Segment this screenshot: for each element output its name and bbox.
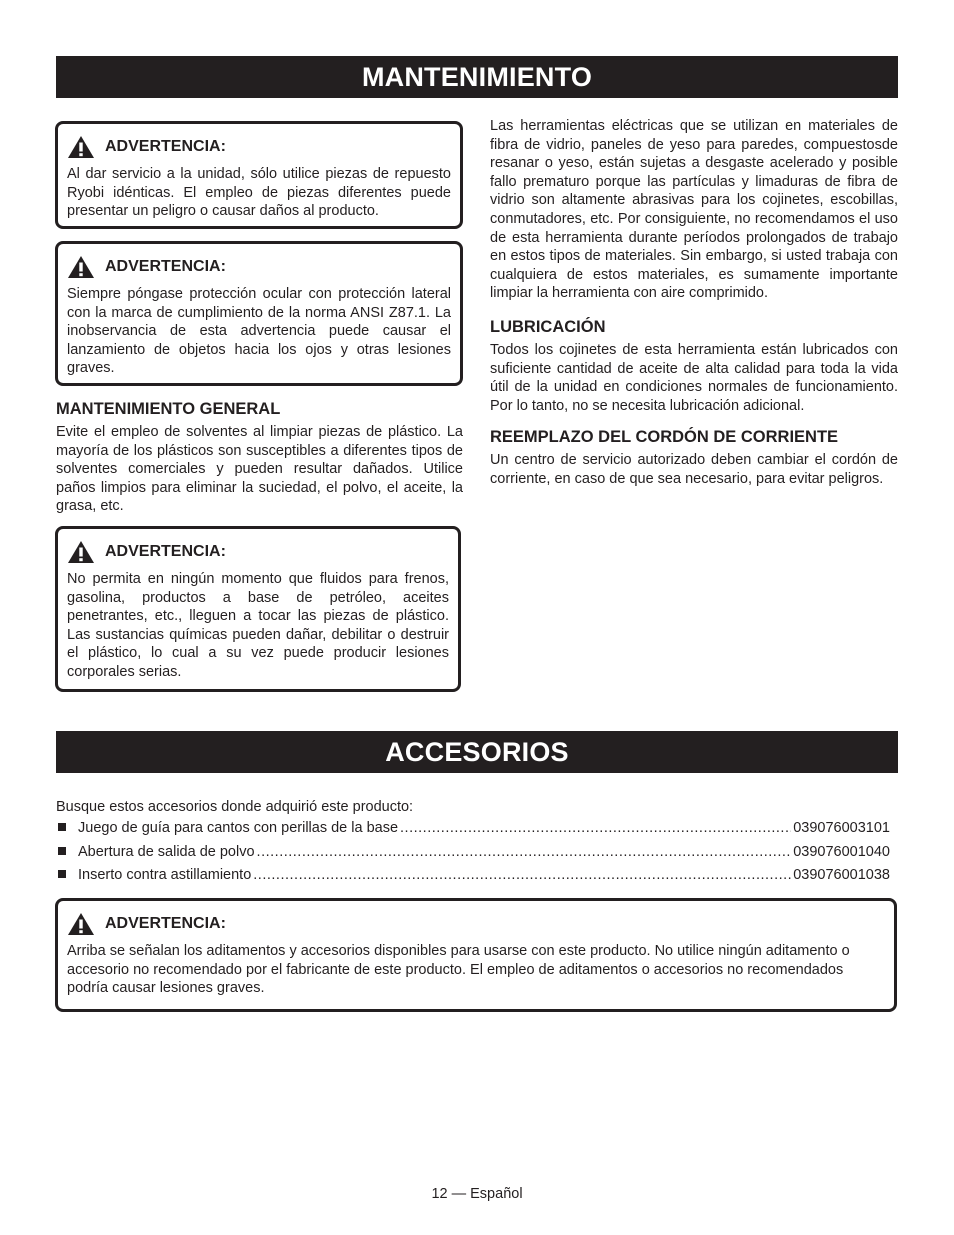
general-maintenance-section bbox=[56, 399, 463, 516]
warning-box-eye-protection bbox=[55, 241, 463, 386]
dot-leader bbox=[400, 820, 791, 836]
warning-title: ADVERTENCIA: bbox=[105, 258, 226, 275]
maintenance-title: MANTENIMIENTO bbox=[56, 56, 898, 98]
page-footer: 12 — Español bbox=[431, 1186, 523, 1202]
lubrication-text: Todos los cojinetes de esta herramienta están lubricados con suficiente cantidad de aceite de alta calidad para toda la vida útil de la unidad en condiciones normales de funcionamiento. Por lo tanto, no se necesita lubricación adicional. bbox=[490, 341, 898, 414]
bullet-square-icon bbox=[58, 870, 66, 878]
accessory-name: Inserto contra astillamiento bbox=[78, 867, 252, 883]
warning-triangle-icon bbox=[67, 135, 95, 159]
warning-triangle-icon bbox=[67, 255, 95, 279]
accessory-part-number: 039076003101 bbox=[793, 820, 890, 836]
list-item bbox=[56, 844, 890, 868]
materials-text: Las herramientas eléctricas que se utilizan en materiales de fibra de vidrio, paneles de yeso para paredes, compuestosde resanar o yeso, están sujetas a desgaste acelerado y posible fallo prematuro porque las partículas y limaduras de fibra de vidrio son altamente abrasivas para los cojinetes, escobillas, conmutadores, etc. Por consiguiente, no recomendamos el uso de esta herramienta durante períodos prolongados de trabajo en estos tipos de materiales. Sin embargo, si usted trabaja con cualquiera de estos materiales, es sumamente importante limpiar la herramienta con aire comprimido. bbox=[490, 118, 898, 302]
bullet-square-icon bbox=[58, 823, 66, 831]
dot-leader bbox=[257, 844, 792, 860]
warning-triangle-icon bbox=[67, 540, 95, 564]
warning-header bbox=[67, 912, 885, 936]
warning-text: Siempre póngase protección ocular con protección lateral con la marca de cumplimiento de la norma ANSI Z87.1. La inobservancia de esta advertencia puede causar el lanzamiento de objetos hacia los ojos y otras lesiones graves. bbox=[67, 286, 451, 377]
warning-header bbox=[67, 135, 451, 159]
general-maintenance-heading: MANTENIMIENTO GENERAL bbox=[56, 400, 281, 418]
warning-box-accessories bbox=[55, 898, 897, 1012]
accessory-part-number: 039076001038 bbox=[793, 867, 890, 883]
accessories-list bbox=[56, 820, 890, 891]
list-item bbox=[56, 820, 890, 844]
accessory-name: Juego de guía para cantos con perillas de la base bbox=[78, 820, 399, 836]
warning-triangle-icon bbox=[67, 912, 95, 936]
warning-text: Al dar servicio a la unidad, sólo utilice piezas de repuesto Ryobi idénticas. El empleo de piezas diferentes puede presentar un peligro o causar daños al producto. bbox=[67, 166, 451, 220]
warning-header bbox=[67, 255, 451, 279]
warning-box-repair-parts bbox=[55, 121, 463, 229]
warning-title: ADVERTENCIA: bbox=[105, 138, 226, 155]
cord-replacement-text: Un centro de servicio autorizado deben cambiar el cordón de corriente, en caso de que sea necesario, para evitar peligros. bbox=[490, 452, 898, 487]
warning-box-fluids bbox=[55, 526, 461, 692]
list-item bbox=[56, 867, 890, 891]
right-column bbox=[490, 117, 898, 489]
lubrication-heading: LUBRICACIÓN bbox=[490, 317, 606, 336]
warning-header bbox=[67, 540, 449, 564]
bullet-square-icon bbox=[58, 847, 66, 855]
warning-title: ADVERTENCIA: bbox=[105, 543, 226, 560]
warning-text: No permita en ningún momento que fluidos para frenos, gasolina, productos a base de petróleo, aceites penetrantes, etc., lleguen a tocar las piezas de plástico. Las sustancias químicas pueden dañar, debilitar o destruir el plástico, lo cual a su vez puede producir lesiones corporales serias. bbox=[67, 571, 449, 680]
warning-title: ADVERTENCIA: bbox=[105, 915, 226, 932]
accessory-part-number: 039076001040 bbox=[793, 843, 890, 860]
dot-leader bbox=[253, 867, 791, 883]
accessories-intro: Busque estos accesorios donde adquirió este producto: bbox=[56, 799, 414, 815]
accessories-title: ACCESORIOS bbox=[56, 731, 898, 773]
warning-text: Arriba se señalan los aditamentos y accesorios disponibles para usarse con este producto. No utilice ningún aditamento o accesorio no recomendado por el fabricante de este producto. El empleo de aditamentos o accesorios no recomendados podría causar lesiones graves. bbox=[67, 943, 850, 997]
accessory-name: Abertura de salida de polvo bbox=[78, 843, 255, 860]
general-maintenance-text: Evite el empleo de solventes al limpiar piezas de plástico. La mayoría de los plásticos son susceptibles a diferentes tipos de solventes comerciales y pueden resultar dañados. Utilice paños limpios para eliminar la suciedad, el polvo, el aceite, la grasa, etc. bbox=[56, 424, 463, 515]
cord-replacement-heading: REEMPLAZO DEL CORDÓN DE CORRIENTE bbox=[490, 428, 839, 447]
